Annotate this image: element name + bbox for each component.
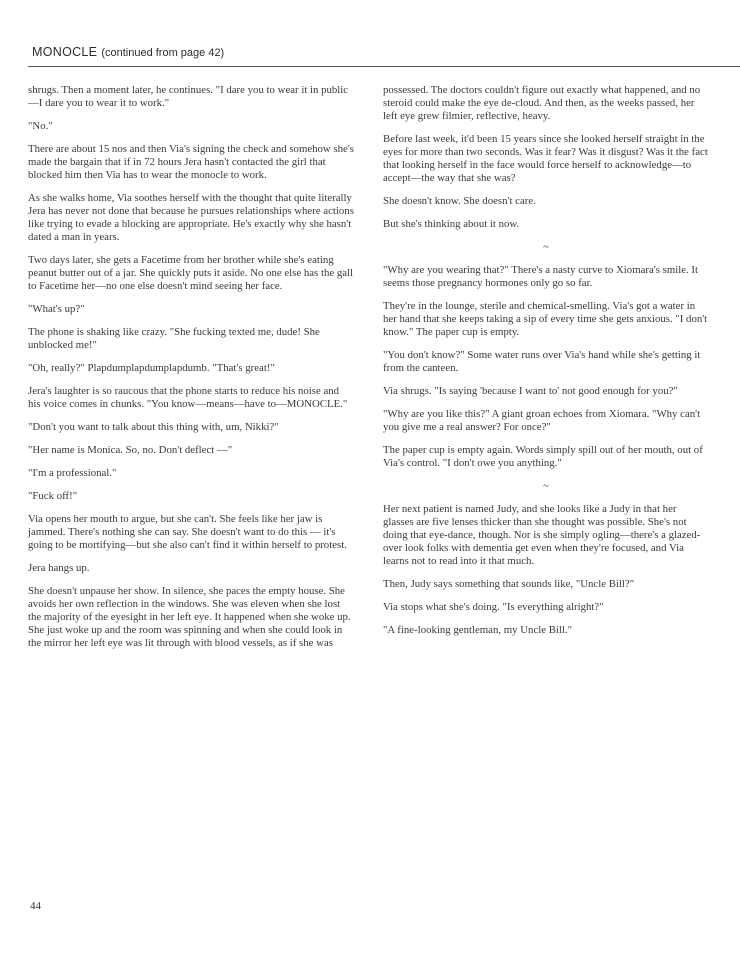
paragraph: They're in the lounge, sterile and chemical-smelling. Via's got a water in her hand that she keeps taking a sip of every time she gets anxious. "I don't know." The paper cup is empty. xyxy=(383,300,708,338)
magazine-title: MONOCLE xyxy=(32,45,98,59)
paragraph: But she's thinking about it now. xyxy=(383,218,520,230)
header-rule xyxy=(28,66,740,67)
paragraph: Two days later, she gets a Facetime from her brother while she's eating peanut butter out of a jar. She quickly puts it aside. No one else has the gall to Facetime her—no one else doesn't mind seeing her face. xyxy=(28,254,354,292)
paragraph: Via opens her mouth to argue, but she can't. She feels like her jaw is jammed. There's nothing she can say. She doesn't want to do this — it's going to be mortifying—but she also can't find it within herself to protest. xyxy=(28,513,347,551)
paragraph: "You don't know?" Some water runs over Via's hand while she's getting it from the canteen. xyxy=(383,349,701,374)
paragraph: "I'm a professional." xyxy=(28,467,117,479)
paragraph: She doesn't unpause her show. In silence, she paces the empty house. She avoids her own reflection in the windows. She was eleven when she lost the majority of the eyesight in her left eye. It happened when she woke up. She just woke up and the room was spinning and when she could look in the mirror her left eye was lit through with blood vessels, as if she was xyxy=(28,585,351,649)
paragraph: shrugs. Then a moment later, he continues. "I dare you to wear it in public—I dare you to wear it to work." xyxy=(28,84,349,109)
paragraph: Via stops what she's doing. "Is everything alright?" xyxy=(383,601,604,613)
paragraph: She doesn't know. She doesn't care. xyxy=(383,195,536,207)
paragraph: Before last week, it'd been 15 years since she looked herself straight in the eyes for more than two seconds. Was it fear? Was it disgust? Was it the fact that looking herself in the face would force herself to acknowledge—to accept—the way that she was? xyxy=(383,133,708,184)
paragraph: Jera hangs up. xyxy=(28,562,90,574)
paragraph: "Her name is Monica. So, no. Don't deflect —" xyxy=(28,444,233,456)
paragraph: Her next patient is named Judy, and she looks like a Judy in that her glasses are five lenses thicker than she thought was possible. She's not doing that eye-dance, though. Nor is she simply ogling—there's a glazed-over look folks with dementia get even when they're focused, and Via learns not to read into it that much. xyxy=(383,503,701,567)
paragraph: As she walks home, Via soothes herself with the thought that quite literally Jera has never not done that because he pursues relationships where actions like trying to evade a blocking are appropriate. He's exactly why she hasn't dated a man in years. xyxy=(28,192,354,243)
paragraph: Via shrugs. "Is saying 'because I want to' not good enough for you?" xyxy=(383,385,678,397)
paragraph: "A fine-looking gentleman, my Uncle Bill." xyxy=(383,624,573,636)
page-number: 44 xyxy=(30,900,41,912)
paragraph: The phone is shaking like crazy. "She fucking texted me, dude! She unblocked me!" xyxy=(28,326,320,351)
paragraph: Jera's laughter is so raucous that the phone starts to reduce his noise and his voice comes in chunks. "You know—means—have to—MONOCLE." xyxy=(28,385,348,410)
paragraph: Then, Judy says something that sounds like, "Uncle Bill?" xyxy=(383,578,635,590)
paragraph: "Don't you want to talk about this thing with, um, Nikki?" xyxy=(28,421,279,433)
paragraph: The paper cup is empty again. Words simply spill out of her mouth, out of Via's control. "I don't owe you anything." xyxy=(383,444,703,469)
paragraph: There are about 15 nos and then Via's signing the check and somehow she's made the bargain that if in 72 hours Jera hasn't contacted the girl that blocked him then Via has to wear the monocle to work. xyxy=(28,143,354,181)
running-header xyxy=(32,45,740,65)
paragraph: "Why are you like this?" A giant groan echoes from Xiomara. "Why can't you give me a real answer? For once?" xyxy=(383,408,701,433)
paragraph: "What's up?" xyxy=(28,303,85,315)
right-column xyxy=(383,84,709,647)
paragraph: "Fuck off!" xyxy=(28,490,78,502)
paragraph: "No." xyxy=(28,120,53,132)
section-break: ~ xyxy=(543,242,549,253)
section-break: ~ xyxy=(543,481,549,492)
left-column xyxy=(28,84,354,660)
paragraph: possessed. The doctors couldn't figure out exactly what happened, and no steroid could make the eye de-cloud. And then, as the weeks passed, her left eye grew filmier, reflective, heavy. xyxy=(383,84,701,122)
paragraph: "Oh, really?" Plapdumplapdumplapdumb. "That's great!" xyxy=(28,362,275,374)
paragraph: "Why are you wearing that?" There's a nasty curve to Xiomara's smile. It seems those pregnancy hormones only go so far. xyxy=(383,264,699,289)
continued-note: (continued from page 42) xyxy=(101,47,225,59)
